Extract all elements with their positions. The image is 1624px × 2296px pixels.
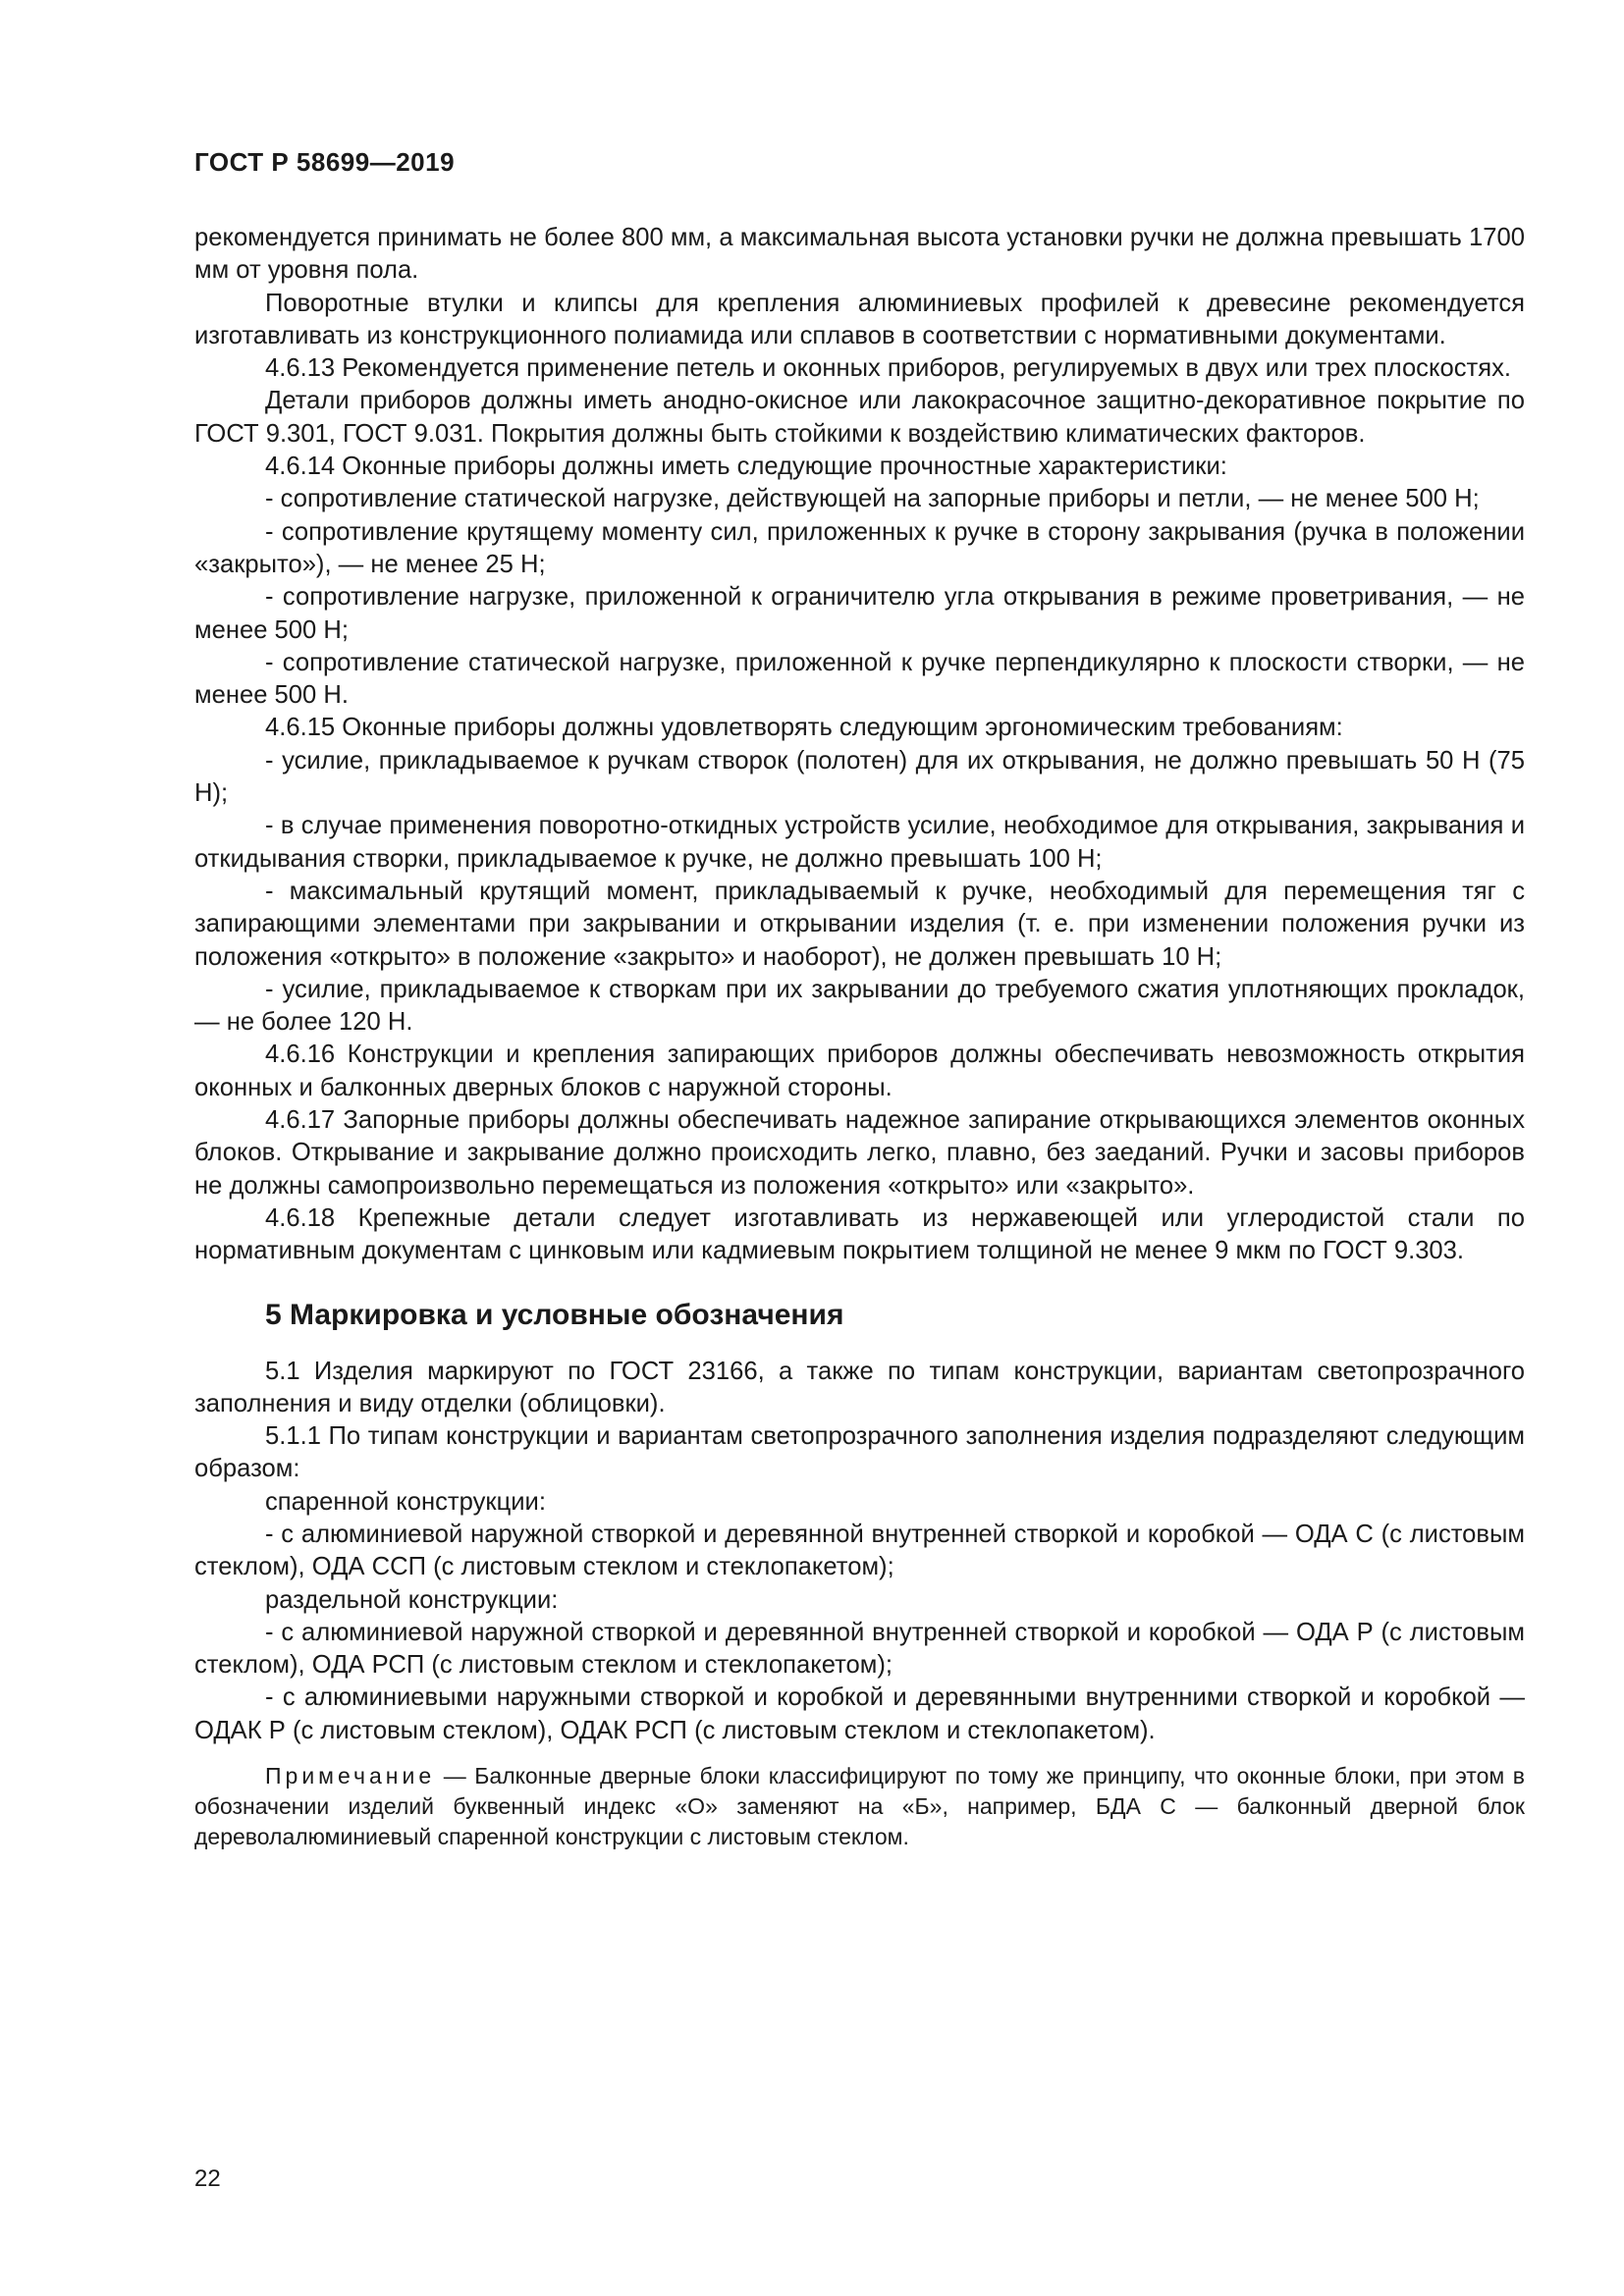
clause-4-6-14: 4.6.14 Оконные приборы должны иметь следующие прочностные характеристики: <box>265 453 1227 481</box>
list-item: - с алюминиевой наружной створкой и деревянной внутренней створкой и коробкой — ОДА Р (с листовым стеклом), ОДА РСП (с листовым стеклом и стеклопакетом); <box>194 1618 1525 1680</box>
note-label: Примечание <box>265 1763 436 1789</box>
paragraph: Детали приборов должны иметь анодно-окисное или лакокрасочное защитно-декоративное покрытие по ГОСТ 9.301, ГОСТ 9.031. Покрытия должны быть стойкими к воздействию климатических факторов. <box>194 387 1525 448</box>
list-item: - сопротивление крутящему моменту сил, приложенных к ручке в сторону закрывания (ручка в положении «закрыто»), — не менее 25 Н; <box>194 517 1525 578</box>
list-item: - сопротивление нагрузке, приложенной к ограничителю угла открывания в режиме проветривания, — не менее 500 Н; <box>194 583 1525 644</box>
list-item: - усилие, прикладываемое к ручкам створок (полотен) для их открывания, не должно превышать 50 Н (75 Н); <box>194 746 1525 808</box>
clause-4-6-16: 4.6.16 Конструкции и крепления запирающих приборов должны обеспечивать невозможность открытия оконных и балконных дверных блоков с наружной стороны. <box>194 1041 1525 1101</box>
section-heading: 5 Маркировка и условные обозначения <box>265 1298 844 1331</box>
list-item: - усилие, прикладываемое к створкам при их закрывании до требуемого сжатия уплотняющих прокладок, — не более 120 Н. <box>194 975 1525 1037</box>
document-header: ГОСТ Р 58699—2019 <box>194 147 456 177</box>
paragraph: Поворотные втулки и клипсы для крепления алюминиевых профилей к древесине рекомендуется изготавливать из конструкционного полиамида или сплавов в соответствии с нормативными документами. <box>194 289 1525 349</box>
subheading-paired: спаренной конструкции: <box>265 1487 546 1516</box>
document-body <box>194 222 1525 1852</box>
list-item: - с алюминиевыми наружными створкой и коробкой и деревянными внутренними створкой и коробкой — ОДАК Р (с листовым стеклом), ОДАК РСП (с листовым стеклом и стеклопакетом). <box>194 1683 1525 1744</box>
clause-4-6-18: 4.6.18 Крепежные детали следует изготавливать из нержавеющей или углеродистой стали по нормативным документам с цинковым или кадмиевым покрытием толщиной не менее 9 мкм по ГОСТ 9.303. <box>194 1203 1525 1265</box>
paragraph-continuation: рекомендуется принимать не более 800 мм, а максимальная высота установки ручки не должна превышать 1700 мм от уровня пола. <box>194 224 1525 285</box>
clause-4-6-13: 4.6.13 Рекомендуется применение петель и оконных приборов, регулируемых в двух или трех плоскостях. <box>265 354 1511 383</box>
list-item: - сопротивление статической нагрузке, действующей на запорные приборы и петли, — не менее 500 Н; <box>265 485 1480 513</box>
clause-4-6-17: 4.6.17 Запорные приборы должны обеспечивать надежное запирание открывающихся элементов оконных блоков. Открывание и закрывание должно происходить легко, плавно, без заеданий. Ручки и засовы приборов не должны самопроизвольно перемещаться из положения «открыто» или «закрыто». <box>194 1106 1525 1200</box>
list-item: - сопротивление статической нагрузке, приложенной к ручке перпендикулярно к плоскости створки, — не менее 500 Н. <box>194 648 1525 710</box>
list-item: - с алюминиевой наружной створкой и деревянной внутренней створкой и коробкой — ОДА С (с листовым стеклом), ОДА ССП (с листовым стеклом и стеклопакетом); <box>194 1520 1525 1581</box>
clause-4-6-15: 4.6.15 Оконные приборы должны удовлетворять следующим эргономическим требованиям: <box>265 714 1343 742</box>
clause-5-1: 5.1 Изделия маркируют по ГОСТ 23166, а также по типам конструкции, вариантам светопрозрачного заполнения и виду отделки (облицовки). <box>194 1357 1525 1417</box>
note <box>194 1761 1525 1852</box>
note-text: — Балконные дверные блоки классифицируют по тому же принципу, что оконные блоки, при этом в обозначении изделий буквенный индекс «О» заменяют на «Б», например, БДА С — балконный дверной блок дереволалюминиевый спаренной конструкции с листовым стеклом. <box>194 1763 1525 1850</box>
page-number: 22 <box>194 2165 221 2192</box>
subheading-separate: раздельной конструкции: <box>265 1585 559 1614</box>
list-item: - максимальный крутящий момент, прикладываемый к ручке, необходимый для перемещения тяг с запирающими элементами при закрывании и открывании изделия (т. е. при изменении положения ручки из положения «открыто» в положение «закрыто» и наоборот), не должен превышать 10 Н; <box>194 877 1525 971</box>
clause-5-1-1: 5.1.1 По типам конструкции и вариантам светопрозрачного заполнения изделия подразделяют следующим образом: <box>194 1422 1525 1483</box>
list-item: - в случае применения поворотно-откидных устройств усилие, необходимое для открывания, закрывания и откидывания створки, прикладываемое к ручке, не должно превышать 100 Н; <box>194 812 1525 873</box>
